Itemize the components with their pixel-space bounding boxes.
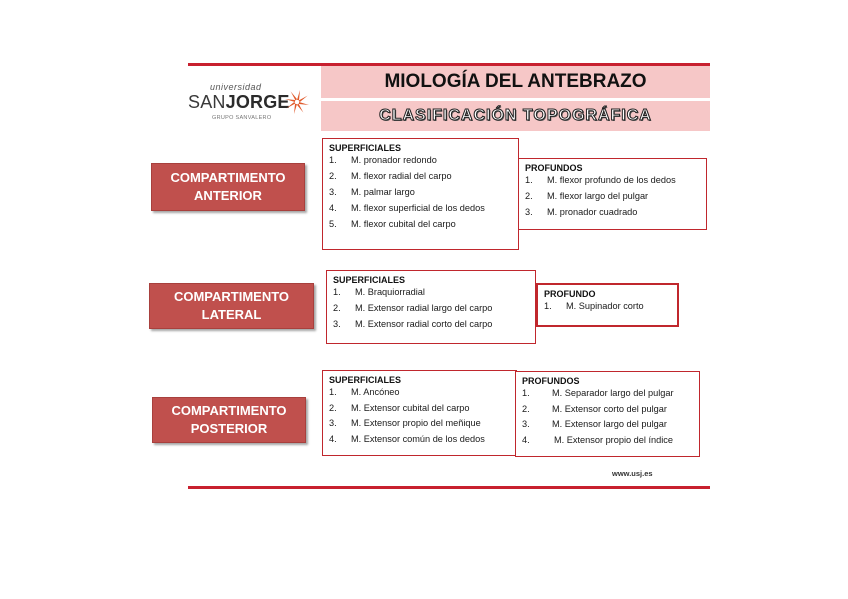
list-item: 3. M. Extensor radial corto del carpo [333,319,493,329]
compartment-lateral-label: COMPARTIMENTO LATERAL [149,283,314,329]
list-item: 1. M. pronador redondo [329,155,437,165]
university-logo [188,82,313,128]
list-item: 3. M. Extensor largo del pulgar [522,419,667,429]
star-icon [284,89,310,115]
footer-url[interactable]: www.usj.es [612,469,653,478]
list-item: 3. M. Extensor propio del meñique [329,418,481,428]
list-item: 2. M. Extensor radial largo del carpo [333,303,493,313]
box-heading: PROFUNDOS [522,376,580,386]
lateral-superficial-box [326,270,536,344]
lateral-deep-box [536,283,679,327]
list-item: 1. M. Braquiorradial [333,287,425,297]
list-item: 1. M. flexor profundo de los dedos [525,175,676,185]
posterior-superficial-box [322,370,517,456]
list-item: 2. M. flexor largo del pulgar [525,191,649,201]
list-item: 1. M. Supinador corto [544,301,644,311]
list-item: 4. M. Extensor común de los dedos [329,433,485,444]
box-heading: SUPERFICIALES [329,375,402,385]
list-item: 2. M. Extensor corto del pulgar [522,403,667,414]
list-item: 4. M. Extensor propio del índice [522,434,673,445]
logo-group: GRUPO SANVALERO [212,115,272,121]
compartment-anterior-label: COMPARTIMENTO ANTERIOR [151,163,305,211]
list-item: 2. M. Extensor cubital del carpo [329,402,470,413]
page-subtitle: CLASIFICACIÓN TOPOGRÁFICA [321,101,710,131]
list-item: 4. M. flexor superficial de los dedos [329,203,485,213]
list-item: 3. M. pronador cuadrado [525,207,638,217]
posterior-deep-box [515,371,700,457]
box-heading: PROFUNDO [544,289,596,299]
box-heading: PROFUNDOS [525,163,583,173]
list-item: 1. M. Ancóneo [329,387,400,397]
logo-name: SANJORGE [188,92,290,112]
list-item: 1. M. Separador largo del pulgar [522,388,674,398]
list-item: 2. M. flexor radial del carpo [329,171,452,181]
bottom-divider [188,486,710,489]
page-title: MIOLOGÍA DEL ANTEBRAZO [321,66,710,98]
anterior-superficial-box [322,138,519,250]
box-heading: SUPERFICIALES [329,143,402,153]
box-heading: SUPERFICIALES [333,275,406,285]
logo-universidad: universidad [210,82,262,92]
anterior-deep-box [518,158,707,230]
list-item: 3. M. palmar largo [329,187,415,197]
list-item: 5. M. flexor cubital del carpo [329,219,456,229]
compartment-posterior-label: COMPARTIMENTO POSTERIOR [152,397,306,443]
